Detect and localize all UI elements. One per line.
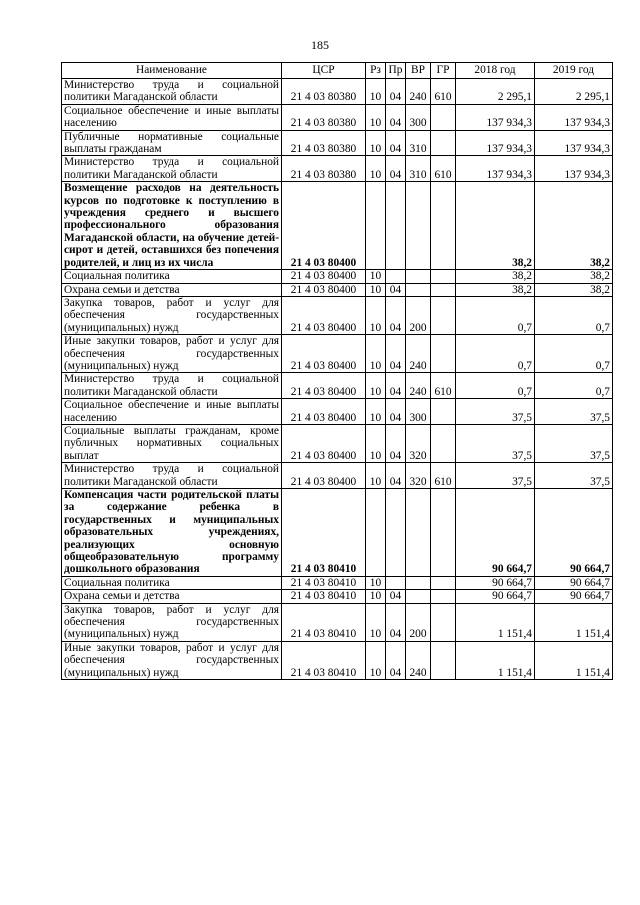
cell-rz: 10 <box>366 296 386 334</box>
cell-pr <box>386 576 406 589</box>
cell-name: Министерство труда и социальной политики Магаданской области <box>62 79 282 105</box>
header-name: Наименование <box>62 63 282 79</box>
cell-vr: 240 <box>406 641 431 679</box>
cell-pr <box>386 270 406 283</box>
table-row <box>62 641 613 679</box>
header-2018: 2018 год <box>456 63 535 79</box>
cell-y2019: 38,2 <box>535 283 613 296</box>
cell-y2018: 0,7 <box>456 335 535 373</box>
table-row <box>62 463 613 489</box>
cell-gr <box>431 641 456 679</box>
cell-name: Охрана семьи и детства <box>62 590 282 603</box>
cell-y2018: 38,2 <box>456 270 535 283</box>
cell-pr <box>386 489 406 577</box>
budget-table <box>61 62 613 680</box>
table-row <box>62 283 613 296</box>
cell-rz: 10 <box>366 590 386 603</box>
table-body <box>62 79 613 680</box>
cell-y2019: 90 664,7 <box>535 576 613 589</box>
cell-rz: 10 <box>366 79 386 105</box>
cell-y2018: 90 664,7 <box>456 590 535 603</box>
cell-csr: 21 4 03 80400 <box>282 335 366 373</box>
cell-rz: 10 <box>366 156 386 182</box>
cell-name: Социальная политика <box>62 270 282 283</box>
cell-csr: 21 4 03 80400 <box>282 270 366 283</box>
cell-y2018: 38,2 <box>456 182 535 270</box>
cell-vr: 320 <box>406 424 431 462</box>
cell-rz: 10 <box>366 270 386 283</box>
table-row <box>62 335 613 373</box>
cell-gr <box>431 399 456 425</box>
table-row <box>62 270 613 283</box>
cell-csr: 21 4 03 80380 <box>282 104 366 130</box>
cell-y2018: 137 934,3 <box>456 104 535 130</box>
cell-pr <box>386 182 406 270</box>
cell-y2018: 37,5 <box>456 463 535 489</box>
cell-y2019: 1 151,4 <box>535 641 613 679</box>
table-row <box>62 424 613 462</box>
cell-csr: 21 4 03 80410 <box>282 603 366 641</box>
cell-y2019: 90 664,7 <box>535 489 613 577</box>
table-row <box>62 296 613 334</box>
cell-y2019: 0,7 <box>535 296 613 334</box>
cell-pr: 04 <box>386 373 406 399</box>
cell-csr: 21 4 03 80400 <box>282 399 366 425</box>
cell-gr <box>431 603 456 641</box>
table-row <box>62 576 613 589</box>
cell-csr: 21 4 03 80410 <box>282 590 366 603</box>
cell-csr: 21 4 03 80380 <box>282 79 366 105</box>
cell-y2018: 137 934,3 <box>456 130 535 156</box>
table-row <box>62 373 613 399</box>
cell-y2019: 37,5 <box>535 463 613 489</box>
header-pr: Пр <box>386 63 406 79</box>
cell-vr: 240 <box>406 373 431 399</box>
cell-y2019: 90 664,7 <box>535 590 613 603</box>
cell-gr <box>431 576 456 589</box>
cell-vr <box>406 489 431 577</box>
cell-gr <box>431 182 456 270</box>
table-row <box>62 130 613 156</box>
header-rz: Рз <box>366 63 386 79</box>
cell-pr: 04 <box>386 283 406 296</box>
cell-rz: 10 <box>366 283 386 296</box>
cell-gr: 610 <box>431 79 456 105</box>
cell-rz: 10 <box>366 424 386 462</box>
cell-rz: 10 <box>366 463 386 489</box>
cell-vr: 200 <box>406 603 431 641</box>
cell-csr: 21 4 03 80400 <box>282 463 366 489</box>
cell-name: Охрана семьи и детства <box>62 283 282 296</box>
cell-pr: 04 <box>386 335 406 373</box>
cell-rz: 10 <box>366 576 386 589</box>
cell-name: Социальное обеспечение и иные выплаты населению <box>62 104 282 130</box>
cell-name: Возмещение расходов на деятельность курсов по подготовке к поступлению в учреждения среднего и высшего профессионального образования Магаданской области, на обучение детей-сирот и детей, оставшихся без попечения родителей, и лиц из их числа <box>62 182 282 270</box>
table-header-row <box>62 63 613 79</box>
cell-pr: 04 <box>386 590 406 603</box>
cell-vr: 310 <box>406 130 431 156</box>
cell-csr: 21 4 03 80400 <box>282 424 366 462</box>
cell-y2019: 137 934,3 <box>535 130 613 156</box>
table-row <box>62 156 613 182</box>
table-row <box>62 399 613 425</box>
table-row <box>62 590 613 603</box>
cell-vr <box>406 590 431 603</box>
table-row <box>62 182 613 270</box>
cell-csr: 21 4 03 80400 <box>282 182 366 270</box>
cell-pr: 04 <box>386 156 406 182</box>
cell-gr <box>431 335 456 373</box>
cell-name: Иные закупки товаров, работ и услуг для обеспечения государственных (муниципальных) нужд <box>62 335 282 373</box>
cell-vr: 300 <box>406 104 431 130</box>
cell-rz <box>366 489 386 577</box>
cell-name: Социальная политика <box>62 576 282 589</box>
cell-csr: 21 4 03 80410 <box>282 576 366 589</box>
cell-y2018: 0,7 <box>456 296 535 334</box>
cell-pr: 04 <box>386 104 406 130</box>
cell-y2019: 1 151,4 <box>535 603 613 641</box>
cell-gr <box>431 270 456 283</box>
cell-y2018: 90 664,7 <box>456 576 535 589</box>
cell-pr: 04 <box>386 130 406 156</box>
cell-y2019: 137 934,3 <box>535 104 613 130</box>
cell-name: Закупка товаров, работ и услуг для обеспечения государственных (муниципальных) нужд <box>62 603 282 641</box>
cell-name: Закупка товаров, работ и услуг для обеспечения государственных (муниципальных) нужд <box>62 296 282 334</box>
cell-y2018: 38,2 <box>456 283 535 296</box>
cell-y2018: 90 664,7 <box>456 489 535 577</box>
cell-y2019: 2 295,1 <box>535 79 613 105</box>
cell-y2018: 2 295,1 <box>456 79 535 105</box>
cell-pr: 04 <box>386 296 406 334</box>
cell-rz: 10 <box>366 603 386 641</box>
cell-gr: 610 <box>431 156 456 182</box>
cell-y2018: 1 151,4 <box>456 641 535 679</box>
cell-y2018: 0,7 <box>456 373 535 399</box>
cell-csr: 21 4 03 80380 <box>282 156 366 182</box>
cell-gr <box>431 590 456 603</box>
cell-name: Министерство труда и социальной политики Магаданской области <box>62 373 282 399</box>
cell-vr <box>406 576 431 589</box>
table-row <box>62 603 613 641</box>
cell-csr: 21 4 03 80400 <box>282 296 366 334</box>
page-number: 185 <box>311 38 329 52</box>
cell-y2019: 137 934,3 <box>535 156 613 182</box>
cell-y2019: 38,2 <box>535 270 613 283</box>
table-row <box>62 104 613 130</box>
header-vr: ВР <box>406 63 431 79</box>
table-row <box>62 489 613 577</box>
cell-rz: 10 <box>366 641 386 679</box>
cell-csr: 21 4 03 80400 <box>282 283 366 296</box>
cell-vr <box>406 283 431 296</box>
cell-vr: 240 <box>406 79 431 105</box>
cell-name: Компенсация части родительской платы за содержание ребенка в государственных и муниципальных образовательных учреждениях, реализующих основную общеобразовательную программу дошкольного образования <box>62 489 282 577</box>
cell-name: Социальные выплаты гражданам, кроме публичных нормативных социальных выплат <box>62 424 282 462</box>
cell-vr <box>406 182 431 270</box>
cell-vr: 300 <box>406 399 431 425</box>
cell-vr: 200 <box>406 296 431 334</box>
cell-rz: 10 <box>366 335 386 373</box>
cell-rz: 10 <box>366 104 386 130</box>
header-csr: ЦСР <box>282 63 366 79</box>
cell-y2019: 37,5 <box>535 399 613 425</box>
cell-name: Иные закупки товаров, работ и услуг для обеспечения государственных (муниципальных) нужд <box>62 641 282 679</box>
cell-y2019: 0,7 <box>535 373 613 399</box>
cell-csr: 21 4 03 80400 <box>282 373 366 399</box>
cell-vr: 320 <box>406 463 431 489</box>
cell-y2018: 37,5 <box>456 399 535 425</box>
cell-pr: 04 <box>386 399 406 425</box>
cell-name: Министерство труда и социальной политики Магаданской области <box>62 156 282 182</box>
cell-gr: 610 <box>431 373 456 399</box>
cell-gr <box>431 424 456 462</box>
cell-csr: 21 4 03 80410 <box>282 489 366 577</box>
cell-rz: 10 <box>366 130 386 156</box>
cell-rz: 10 <box>366 399 386 425</box>
cell-vr <box>406 270 431 283</box>
header-gr: ГР <box>431 63 456 79</box>
cell-gr: 610 <box>431 463 456 489</box>
cell-gr <box>431 283 456 296</box>
cell-pr: 04 <box>386 603 406 641</box>
cell-y2018: 1 151,4 <box>456 603 535 641</box>
cell-name: Социальное обеспечение и иные выплаты населению <box>62 399 282 425</box>
cell-y2018: 37,5 <box>456 424 535 462</box>
cell-name: Министерство труда и социальной политики Магаданской области <box>62 463 282 489</box>
cell-y2019: 38,2 <box>535 182 613 270</box>
cell-gr <box>431 130 456 156</box>
cell-vr: 240 <box>406 335 431 373</box>
cell-y2018: 137 934,3 <box>456 156 535 182</box>
cell-vr: 310 <box>406 156 431 182</box>
cell-y2019: 0,7 <box>535 335 613 373</box>
cell-pr: 04 <box>386 463 406 489</box>
cell-pr: 04 <box>386 79 406 105</box>
cell-csr: 21 4 03 80410 <box>282 641 366 679</box>
cell-rz <box>366 182 386 270</box>
cell-gr <box>431 296 456 334</box>
cell-name: Публичные нормативные социальные выплаты гражданам <box>62 130 282 156</box>
cell-gr <box>431 104 456 130</box>
cell-pr: 04 <box>386 424 406 462</box>
cell-pr: 04 <box>386 641 406 679</box>
cell-y2019: 37,5 <box>535 424 613 462</box>
table-row <box>62 79 613 105</box>
cell-rz: 10 <box>366 373 386 399</box>
header-2019: 2019 год <box>535 63 613 79</box>
cell-csr: 21 4 03 80380 <box>282 130 366 156</box>
cell-gr <box>431 489 456 577</box>
